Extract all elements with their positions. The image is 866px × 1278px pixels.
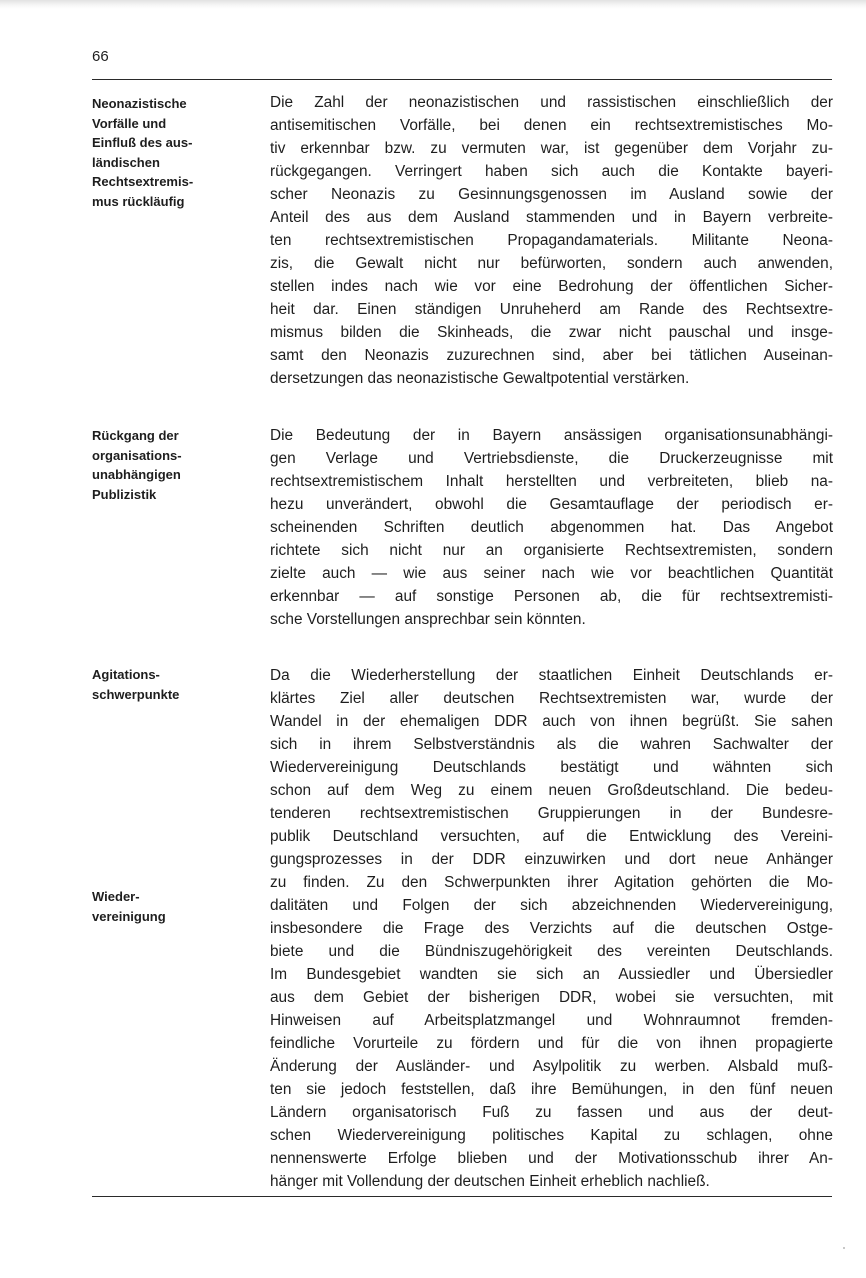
footer-rule [92,1196,832,1197]
text-line: klärtes Ziel aller deutschen Rechtsextremisten war, wurde der [270,690,833,707]
text-line: zu finden. Zu den Schwerpunkten ihrer Agitation gehörten die Mo- [270,874,833,891]
text-line: ten sie jedoch feststellen, daß ihre Bemühungen, in den fünf neuen [270,1081,833,1098]
scan-speck [843,1247,845,1249]
text-line: stellen indes nach wie vor eine Bedrohung der öffentlichen Sicher- [270,278,833,295]
text-line: Im Bundesgebiet wandten sie sich an Aussiedler und Übersiedler [270,966,833,983]
text-line: zis, die Gewalt nicht nur befürworten, sondern auch anwenden, [270,255,833,272]
margin-note-wiedervereinigung [92,887,242,926]
text-line: feindliche Vorurteile zu fördern und für die von ihnen propagierte [270,1035,833,1052]
text-line: antisemitischen Vorfälle, bei denen ein rechtsextremistisches Mo- [270,117,833,134]
text-line: sche Vorstellungen ansprechbar sein könnten. [270,611,586,628]
text-line: nennenswerte Erfolge blieben und der Motivationsschub ihrer An- [270,1150,833,1167]
text-line: tiv erkennbar bzw. zu vermuten war, ist gegenüber dem Vorjahr zu- [270,140,833,157]
margin-note-line: Agitations- [92,667,160,682]
text-line: hänger mit Vollendung der deutschen Einheit erheblich nachließ. [270,1173,710,1190]
text-line: Anteil des aus dem Ausland stammenden und in Bayern verbreite- [270,209,833,226]
text-line: heit dar. Einen ständigen Unruheherd am Rande des Rechtsextre- [270,301,833,318]
paragraph-publizistik [270,424,833,631]
margin-note-line: Einfluß des aus- [92,135,193,150]
text-line: gen Verlage und Vertriebsdienste, die Druckerzeugnisse mit [270,450,833,467]
text-line: publik Deutschland versuchten, auf die Entwicklung des Vereini- [270,828,833,845]
paragraph-agitation-wiedervereinigung [270,664,833,1193]
text-line: Wandel in der ehemaligen DDR auch von ihnen begrüßt. Sie sahen [270,713,833,730]
text-line: Da die Wiederherstellung der staatlichen Einheit Deutschlands er- [270,667,833,684]
text-line: Die Zahl der neonazistischen und rassistischen einschließlich der [270,94,833,111]
text-line: Wiedervereinigung Deutschlands bestätigt und wähnten sich [270,759,833,776]
text-line: ten rechtsextremistischen Propagandamaterials. Militante Neona- [270,232,833,249]
margin-note-line: mus rückläufig [92,193,185,209]
margin-note-neonazis [92,94,242,211]
margin-note-line: schwerpunkte [92,686,180,702]
text-line: schen Wiedervereinigung politisches Kapital zu schlagen, ohne [270,1127,833,1144]
text-line: tenderen rechtsextremistischen Gruppierungen in der Bundesre- [270,805,833,822]
text-line: aus dem Gebiet der bisherigen DDR, wobei sie versuchten, mit [270,989,833,1006]
margin-note-line: unabhängigen [92,467,181,482]
margin-note-agitation [92,665,242,704]
text-line: scher Neonazis zu Gesinnungsgenossen im Ausland sowie der [270,186,833,203]
margin-note-line: Publizistik [92,486,157,502]
margin-note-publizistik [92,426,242,504]
text-line: samt den Neonazis zuzurechnen sind, aber bei tätlichen Auseinan- [270,347,833,364]
margin-note-line: ländischen [92,154,160,170]
text-line: Ländern organisatorisch Fuß zu fassen und aus der deut- [270,1104,833,1121]
margin-note-line: Vorfälle und [92,115,167,131]
text-line: dersetzungen das neonazistische Gewaltpotential verstärken. [270,370,690,387]
text-line: scheinenden Schriften deutlich abgenommen hat. Das Angebot [270,519,833,536]
margin-note-line: Wieder- [92,889,140,904]
margin-note-line: Rechtsextremis- [92,174,194,189]
text-line: dalitäten und Folgen der sich abzeichnenden Wiedervereinigung, [270,897,833,914]
text-line: gungsprozesses in der DDR einzuwirken und dort neue Anhänger [270,851,833,868]
text-line: schon auf dem Weg zu einem neuen Großdeutschland. Die bedeu- [270,782,833,799]
text-line: zielte auch — wie aus seiner nach wie vor beachtlichen Quantität [270,565,833,582]
text-line: richtete sich nicht nur an organisierte Rechtsextremisten, sondern [270,542,833,559]
margin-note-line: vereinigung [92,908,166,924]
text-line: hezu unverändert, obwohl die Gesamtauflage der periodisch er- [270,496,833,513]
text-line: rechtsextremistischem Inhalt herstellten und verbreiteten, blieb na- [270,473,833,490]
text-line: biete und die Bündniszugehörigkeit des vereinten Deutschlands. [270,943,833,960]
header-rule [92,79,832,80]
text-line: sich in ihrem Selbstverständnis als die wahren Sachwalter der [270,736,833,753]
text-line: Änderung der Ausländer- und Asylpolitik zu werben. Alsbald muß- [270,1058,833,1075]
scan-edge-shadow [0,0,866,9]
margin-note-line: organisations- [92,447,182,463]
text-line: rückgegangen. Verringert haben sich auch die Kontakte bayeri- [270,163,833,180]
page-number: 66 [92,48,109,65]
margin-note-line: Neonazistische [92,96,187,111]
text-line: mismus bilden die Skinheads, die zwar nicht pauschal und insge- [270,324,833,341]
paragraph-neonazistische-vorfaelle [270,91,833,390]
text-line: insbesondere die Frage des Verzichts auf die deutschen Ostge- [270,920,833,937]
text-line: Die Bedeutung der in Bayern ansässigen organisationsunabhängi- [270,427,833,444]
text-line: erkennbar — auf sonstige Personen ab, die für rechtsextremisti- [270,588,833,605]
margin-note-line: Rückgang der [92,428,179,443]
text-line: Hinweisen auf Arbeitsplatzmangel und Wohnraumnot fremden- [270,1012,833,1029]
